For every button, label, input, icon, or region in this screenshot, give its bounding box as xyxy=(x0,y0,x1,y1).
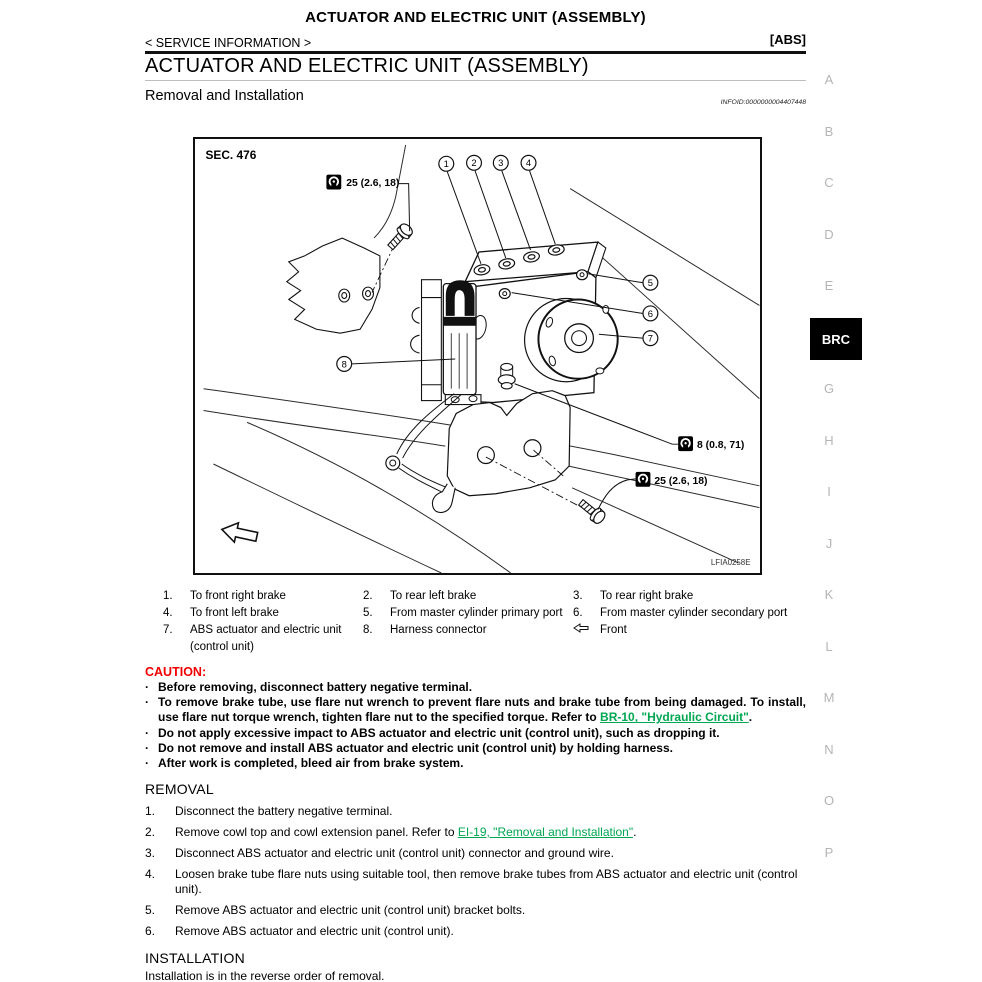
step-number: 2. xyxy=(145,824,156,839)
removal-step xyxy=(145,903,806,919)
breadcrumb: < SERVICE INFORMATION > xyxy=(145,36,312,50)
bullet-glyph: · xyxy=(145,740,149,755)
step-number: 5. xyxy=(145,903,156,918)
tab-k[interactable]: K xyxy=(824,587,834,602)
caution-item-suffix: . xyxy=(748,710,753,725)
torque-value-top: 25 (2.6, 18) xyxy=(346,178,400,190)
removal-step xyxy=(145,804,806,820)
removal-step-text: Remove cowl top and cowl extension panel. Refer to xyxy=(175,824,458,839)
torque-value-bottom: 25 (2.6, 18) xyxy=(654,475,708,487)
tab-j[interactable]: J xyxy=(825,536,833,551)
ground-stud xyxy=(498,363,515,388)
removal-step-suffix: . xyxy=(633,824,637,839)
caution-item-body xyxy=(158,680,806,695)
installation-text: Installation is in the reverse order of removal. xyxy=(145,968,385,982)
removal-step xyxy=(145,846,806,862)
removal-step-text: Disconnect ABS actuator and electric unit (control unit) connector and ground wire. xyxy=(175,845,614,860)
legend-item-text: To front left brake xyxy=(190,607,279,619)
legend-item xyxy=(363,622,573,656)
step-number: 6. xyxy=(145,924,156,939)
main-title: ACTUATOR AND ELECTRIC UNIT (ASSEMBLY) xyxy=(145,55,589,77)
caution-item xyxy=(145,756,806,771)
legend-item-number: 5. xyxy=(363,607,373,619)
callout-4: 4 xyxy=(525,157,532,169)
tab-n[interactable]: N xyxy=(824,742,834,757)
figure-code: LFIA0258E xyxy=(710,558,751,568)
figure-legend xyxy=(145,588,806,656)
legend-item-text: To rear right brake xyxy=(600,590,694,602)
tab-b[interactable]: B xyxy=(824,124,834,139)
caution-item xyxy=(145,680,806,695)
caution-item-text: Do not apply excessive impact to ABS actuator and electric unit (control unit), such as dropping it. xyxy=(158,725,720,740)
tab-e[interactable]: E xyxy=(824,278,834,293)
side-bracket xyxy=(411,280,442,401)
step-body xyxy=(175,804,806,820)
caution-item-body xyxy=(158,726,806,741)
legend-item-number: 3. xyxy=(573,590,583,602)
legend-item-number: 4. xyxy=(163,607,173,619)
legend-item xyxy=(363,605,573,622)
callout-3: 3 xyxy=(498,157,504,169)
sec-label: SEC. 476 xyxy=(205,147,257,162)
installation-heading: INSTALLATION xyxy=(145,949,245,966)
front-arrow-icon xyxy=(573,622,600,639)
legend-item-number: 7. xyxy=(163,624,173,636)
legend-item xyxy=(163,622,363,656)
removal-step-text: Remove ABS actuator and electric unit (control unit) bracket bolts. xyxy=(175,903,526,918)
callout-1: 1 xyxy=(443,158,449,170)
caution-item-body xyxy=(158,756,806,771)
removal-step-text: Disconnect the battery negative terminal. xyxy=(175,803,393,818)
step-body xyxy=(175,825,806,841)
legend-item-text: To rear left brake xyxy=(390,590,477,602)
tab-c[interactable]: C xyxy=(824,175,834,190)
tab-o[interactable]: O xyxy=(823,793,835,808)
bullet-glyph: · xyxy=(145,695,149,710)
step-body xyxy=(175,924,806,940)
step-body xyxy=(175,903,806,919)
callout-7: 7 xyxy=(647,332,654,344)
front-direction-arrow-icon xyxy=(220,520,259,547)
legend-item-text: From master cylinder secondary port xyxy=(600,607,788,619)
header-rule xyxy=(145,51,806,54)
legend-item-number: 6. xyxy=(573,607,583,619)
caution-item-body xyxy=(158,695,806,725)
subsection-title: Removal and Installation xyxy=(145,88,304,104)
caution-item-link[interactable]: BR-10, "Hydraulic Circuit" xyxy=(600,710,749,725)
callout-6: 6 xyxy=(647,307,654,319)
step-body xyxy=(175,867,806,898)
removal-step-link[interactable]: EI-19, "Removal and Installation" xyxy=(457,824,634,839)
legend-item xyxy=(363,588,573,605)
section-badge: [ABS] xyxy=(769,32,806,47)
bullet-glyph: · xyxy=(145,756,149,771)
caution-item-text: After work is completed, bleed air from brake system. xyxy=(158,756,464,771)
step-number: 3. xyxy=(145,845,156,860)
tab-brc-active[interactable]: BRC xyxy=(810,318,862,360)
removal-steps xyxy=(145,804,806,940)
removal-heading: REMOVAL xyxy=(145,781,214,798)
page-title: ACTUATOR AND ELECTRIC UNIT (ASSEMBLY) xyxy=(305,9,646,26)
legend-item-text: From master cylinder primary port xyxy=(390,607,563,619)
legend-item-number: 8. xyxy=(363,624,373,636)
mounting-bracket xyxy=(432,391,570,513)
tab-p[interactable]: P xyxy=(824,845,834,860)
step-number: 4. xyxy=(145,866,156,881)
infoid-label: INFOID:0000000004407448 xyxy=(720,99,806,106)
legend-item xyxy=(573,622,824,656)
step-body xyxy=(175,846,806,862)
removal-step xyxy=(145,825,806,841)
removal-step-text: Remove ABS actuator and electric unit (control unit). xyxy=(175,924,454,939)
tab-a[interactable]: A xyxy=(824,72,834,87)
legend-item xyxy=(573,605,824,622)
tab-l[interactable]: L xyxy=(825,639,833,654)
torque-wrench-icon xyxy=(636,472,651,487)
tab-m[interactable]: M xyxy=(823,690,835,705)
caution-item-text: To remove brake tube, use flare nut wrench to prevent flare nuts and brake tube from being damaged. To install, use flare nut torque wrench, tighten flare nut to the specified torque. Refer to xyxy=(158,695,806,725)
legend-item-number: 2. xyxy=(363,590,373,602)
tab-d[interactable]: D xyxy=(824,227,834,242)
caution-heading: CAUTION: xyxy=(145,665,207,679)
title-underline xyxy=(145,80,806,81)
mount-panel xyxy=(287,238,380,333)
legend-item-text: Harness connector xyxy=(390,624,487,636)
torque-wrench-icon xyxy=(326,175,341,190)
caution-item xyxy=(145,741,806,756)
tab-i[interactable]: I xyxy=(827,484,831,499)
callout-5: 5 xyxy=(647,277,654,289)
legend-item-text: Front xyxy=(600,624,627,636)
callout-2: 2 xyxy=(471,157,477,169)
figure-box xyxy=(193,137,762,575)
legend-item xyxy=(573,588,824,605)
harness-connector xyxy=(443,281,481,405)
removal-step xyxy=(145,924,806,940)
caution-item xyxy=(145,695,806,725)
step-number: 1. xyxy=(145,803,156,818)
legend-item-text: To front right brake xyxy=(190,590,286,602)
tab-g[interactable]: G xyxy=(823,381,835,396)
torque-value-right: 8 (0.8, 71) xyxy=(696,440,745,452)
bullet-glyph: · xyxy=(145,725,149,740)
torque-wrench-icon xyxy=(678,436,693,451)
abs-actuator-diagram xyxy=(195,139,760,573)
removal-step-text: Loosen brake tube flare nuts using suitable tool, then remove brake tubes from ABS actuator and electric unit (control unit). xyxy=(175,866,798,897)
legend-item xyxy=(163,605,363,622)
legend-item xyxy=(163,588,363,605)
text-content xyxy=(145,588,806,982)
removal-step xyxy=(145,867,806,898)
bullet-glyph: · xyxy=(145,680,149,694)
caution-list xyxy=(145,680,806,771)
caution-item-text: Before removing, disconnect battery negative terminal. xyxy=(158,680,473,694)
caution-item-text: Do not remove and install ABS actuator and electric unit (control unit) by holding harness. xyxy=(158,740,673,755)
abs-motor xyxy=(525,299,618,382)
legend-item-number: 1. xyxy=(163,590,173,602)
caution-item xyxy=(145,726,806,741)
callout-8: 8 xyxy=(341,358,347,370)
bracket-bolt-top xyxy=(385,221,415,252)
legend-item-text: ABS actuator and electric unit (control unit) xyxy=(190,624,342,653)
tab-h[interactable]: H xyxy=(824,433,834,448)
caution-item-body xyxy=(158,741,806,756)
